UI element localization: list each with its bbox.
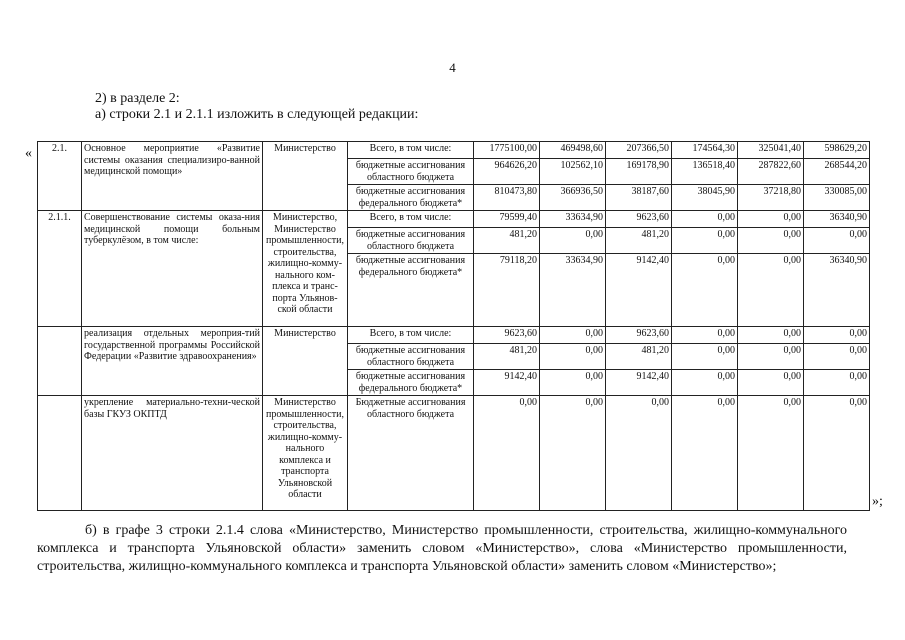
amount-cell: 36340,90 (804, 211, 870, 228)
funding-source: бюджетные ассигнования областного бюджета (348, 344, 474, 370)
amount-cell: 0,00 (804, 228, 870, 254)
row-code: 2.1. (38, 142, 82, 211)
amount-cell: 102562,10 (540, 159, 606, 185)
row-executor: Министерство (263, 142, 348, 211)
table-row (38, 142, 870, 159)
opening-quote: « (25, 146, 32, 161)
row-name: Совершенствование системы оказа-ния медицинской помощи больным туберкулёзом, в том числе: (82, 211, 263, 327)
amount-cell: 0,00 (672, 254, 738, 327)
program-table (37, 141, 870, 511)
funding-source: бюджетные ассигнования федерального бюджета* (348, 370, 474, 396)
amount-cell: 33634,90 (540, 254, 606, 327)
amount-cell: 1775100,00 (474, 142, 540, 159)
amount-cell: 810473,80 (474, 185, 540, 211)
amount-cell: 207366,50 (606, 142, 672, 159)
funding-source: бюджетные ассигнования областного бюджета (348, 228, 474, 254)
amount-cell: 0,00 (672, 327, 738, 344)
amount-cell: 481,20 (474, 228, 540, 254)
row-code: 2.1.1. (38, 211, 82, 327)
amount-cell: 268544,20 (804, 159, 870, 185)
amount-cell: 0,00 (540, 344, 606, 370)
amount-cell: 0,00 (804, 396, 870, 511)
amount-cell: 0,00 (738, 211, 804, 228)
row-executor: Министерство (263, 327, 348, 396)
amount-cell: 0,00 (672, 211, 738, 228)
amount-cell: 330085,00 (804, 185, 870, 211)
amount-cell: 0,00 (738, 396, 804, 511)
amount-cell: 0,00 (474, 396, 540, 511)
amount-cell: 0,00 (804, 327, 870, 344)
amount-cell: 38045,90 (672, 185, 738, 211)
subsection-heading: а) строки 2.1 и 2.1.1 изложить в следующей редакции: (95, 107, 419, 122)
amount-cell: 9142,40 (606, 254, 672, 327)
amount-cell: 0,00 (540, 396, 606, 511)
amount-cell: 79599,40 (474, 211, 540, 228)
amount-cell: 0,00 (540, 327, 606, 344)
amount-cell: 9623,60 (606, 327, 672, 344)
funding-source: Всего, в том числе: (348, 142, 474, 159)
amount-cell: 136518,40 (672, 159, 738, 185)
funding-source: Всего, в том числе: (348, 211, 474, 228)
row-code (38, 327, 82, 396)
amount-cell: 0,00 (606, 396, 672, 511)
closing-quote: »; (872, 494, 883, 509)
table-row (38, 327, 870, 344)
amount-cell: 469498,60 (540, 142, 606, 159)
funding-source: бюджетные ассигнования федерального бюджета* (348, 185, 474, 211)
amount-cell: 0,00 (672, 396, 738, 511)
amount-cell: 325041,40 (738, 142, 804, 159)
table-row (38, 211, 870, 228)
table-row (38, 396, 870, 511)
amount-cell: 287822,60 (738, 159, 804, 185)
amount-cell: 0,00 (738, 370, 804, 396)
amount-cell: 0,00 (738, 327, 804, 344)
amount-cell: 0,00 (804, 370, 870, 396)
amount-cell: 37218,80 (738, 185, 804, 211)
amount-cell: 598629,20 (804, 142, 870, 159)
funding-source: бюджетные ассигнования областного бюджета (348, 159, 474, 185)
amount-cell: 481,20 (606, 344, 672, 370)
section-heading: 2) в разделе 2: (95, 91, 180, 106)
paragraph-b: б) в графе 3 строки 2.1.4 слова «Министерство, Министерство промышленности, строительства, жилищно-коммунального комплекса и транспорта Ульяновской области» заменить словом «Министерство», слова «Министерство промышленности, строительства, жилищно-коммунального комплекса и транспорта Ульяновской области» заменить словом «Министерство»; (37, 523, 847, 574)
amount-cell: 481,20 (606, 228, 672, 254)
page-number: 4 (449, 60, 456, 75)
amount-cell: 0,00 (540, 370, 606, 396)
funding-source: бюджетные ассигнования федерального бюджета* (348, 254, 474, 327)
amount-cell: 38187,60 (606, 185, 672, 211)
amount-cell: 9623,60 (606, 211, 672, 228)
row-code (38, 396, 82, 511)
amount-cell: 0,00 (738, 344, 804, 370)
amount-cell: 0,00 (540, 228, 606, 254)
row-name: укрепление материально-техни-ческой базы ГКУЗ ОКПТД (82, 396, 263, 511)
funding-source: Всего, в том числе: (348, 327, 474, 344)
funding-source: Бюджетные ассигнования областного бюджета (348, 396, 474, 511)
amount-cell: 36340,90 (804, 254, 870, 327)
amount-cell: 0,00 (672, 344, 738, 370)
amount-cell: 0,00 (672, 228, 738, 254)
amount-cell: 9142,40 (474, 370, 540, 396)
amount-cell: 79118,20 (474, 254, 540, 327)
row-executor: Министерство, Министерство промышленности, строительства, жилищно-комму-нального ком-плекса и транс-порта Ульянов-ской области (263, 211, 348, 327)
row-name: Основное мероприятие «Развитие системы оказания специализиро-ванной медицинской помощи» (82, 142, 263, 211)
amount-cell: 481,20 (474, 344, 540, 370)
row-name: реализация отдельных мероприя-тий государственной программы Российской Федерации «Развитие здравоохранения» (82, 327, 263, 396)
amount-cell: 9142,40 (606, 370, 672, 396)
amount-cell: 9623,60 (474, 327, 540, 344)
amount-cell: 0,00 (804, 344, 870, 370)
row-executor: Министерство промышленности, строительства, жилищно-комму-нального комплекса и транспорта Ульяновской области (263, 396, 348, 511)
amount-cell: 0,00 (672, 370, 738, 396)
amount-cell: 366936,50 (540, 185, 606, 211)
amount-cell: 174564,30 (672, 142, 738, 159)
amount-cell: 33634,90 (540, 211, 606, 228)
amount-cell: 0,00 (738, 228, 804, 254)
amount-cell: 964626,20 (474, 159, 540, 185)
amount-cell: 169178,90 (606, 159, 672, 185)
amount-cell: 0,00 (738, 254, 804, 327)
